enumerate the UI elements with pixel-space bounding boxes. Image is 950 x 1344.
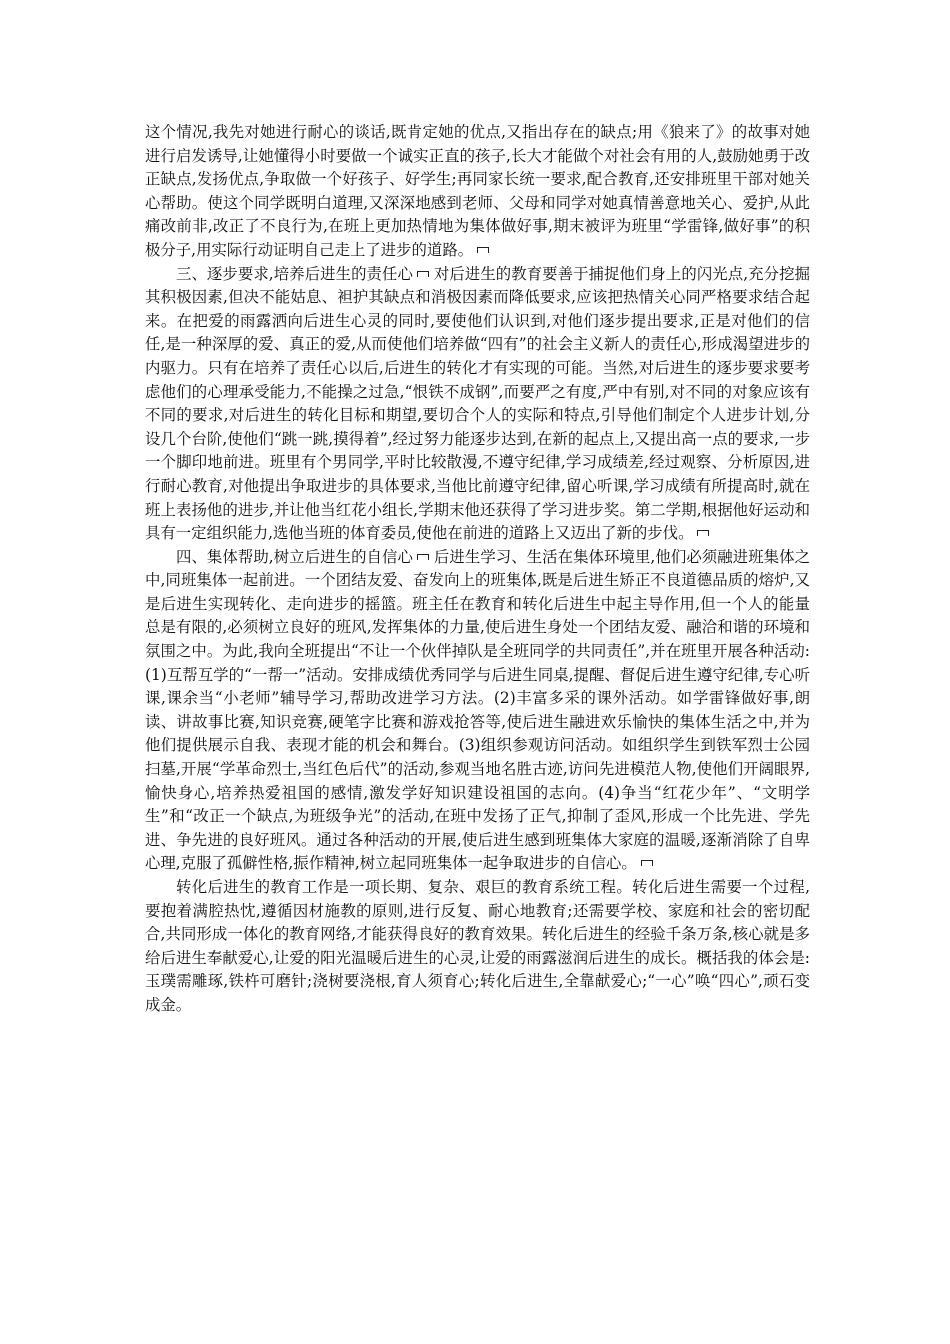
paragraph-mark-icon bbox=[417, 554, 429, 560]
paragraph-3-text: 后进生学习、生活在集体环境里,他们必须融进班集体之中,同班集体一起前进。一个团结友爱、奋发向上的班集体,既是后进生矫正不良道德品质的熔炉,又是后进生实现转化、走向进步的摇篮。班主任在教育和转化后进生中起主导作用,但一个人的能量总是有限的,必须树立良好的班风,发挥集体的力量,使后进生身处一个团结友爱、融洽和谐的环境和氛围之中。为此,我向全班提出“不让一个伙伴掉队是全班同学的共同责任”,并在班里开展各种活动:(1)互帮互学的“一帮一”活动。安排成绩优秀同学与后进生同桌,提醒、督促后进生遵守纪律,专心听课,课余当“小老师”辅导学习,帮助改进学习方法。(2)丰富多采的课外活动。如学雷锋做好事,朗读、讲故事比赛,知识竞赛,硬笔字比赛和游戏抢答等,使后进生融进欢乐愉快的集体生活之中,并为他们提供展示自我、表现才能的机会和舞台。(3)组织参观访问活动。如组织学生到铁军烈士公园扫墓,开展“学革命烈士,当红色后代”的活动,参观当地名胜古迹,访问先进模范人物,使他们开阔眼界,愉快身心,培养热爱祖国的感情,激发学好知识建设祖国的志向。(4)争当“红花少年”、“文明学生”和“改正一个缺点,为班级争光”的活动,在班中发扬了正气,抑制了歪风,形成一个比先进、学先进、争先进的良好班风。通过各种活动的开展,使后进生感到班集体大家庭的温暖,逐渐消除了自卑心理,克服了孤僻性格,振作精神,树立起同班集体一起争取进步的自信心。 bbox=[145, 547, 810, 873]
paragraph-mark-icon bbox=[477, 247, 489, 253]
paragraph-2-text: 对后进生的教育要善于捕捉他们身上的闪光点,充分挖掘其积极因素,但决不能姑息、袒护其缺点和消极因素而降低要求,应该把热情关心同严格要求结合起来。在把爱的雨露洒向后进生心灵的同时,要使他们认识到,对他们逐步提出要求,正是对他们的信任,是一种深厚的爱、真正的爱,从而使他们培养做“四有”的社会主义新人的责任心,形成渴望进步的内驱力。只有在培养了责任心以后,后进生的转化才有实现的可能。当然,对后进生的逐步要求要考虑他们的心理承受能力,不能操之过急,“恨铁不成钢”,而要严之有度,严中有别,对不同的对象应该有不同的要求,对后进生的转化目标和期望,要切合个人的实际和特点,引导他们制定个人进步计划,分设几个台阶,使他们“跳一跳,摸得着”,经过努力能逐步达到,在新的起点上,又提出高一点的要求,一步一个脚印地前进。班里有个男同学,平时比较散漫,不遵守纪律,学习成绩差,经过观察、分析原因,进行耐心教育,对他提出争取进步的具体要求,当他比前遵守纪律,留心听课,学习成绩有所提高时,就在班上表扬他的进步,并让他当红花小组长,学期末他还获得了学习进步奖。第二学期,根据他好运动和具有一定组织能力,选他当班的体育委员,使他在前进的道路上又迈出了新的步伐。 bbox=[145, 264, 810, 543]
paragraph-mark-icon bbox=[641, 860, 653, 866]
paragraph-1-text: 这个情况,我先对她进行耐心的谈话,既肯定她的优点,又指出存在的缺点;用《狼来了》的故事对她进行启发诱导,让她懂得小时要做一个诚实正直的孩子,长大才能做个对社会有用的人,鼓励她勇于改正缺点,发扬优点,争取做一个好孩子、好学生;再同家长统一要求,配合教育,还安排班里干部对她关心帮助。使这个同学既明白道理,又深深地感到老师、父母和同学对她真情善意地关心、爱护,从此痛改前非,改正了不良行为,在班上更加热情地为集体做好事,期末被评为班里“学雷锋,做好事”的积极分子,用实际行动证明自己走上了进步的道路。 bbox=[145, 123, 810, 259]
paragraph-4-text: 转化后进生的教育工作是一项长期、复杂、艰巨的教育系统工程。转化后进生需要一个过程,要抱着满腔热忱,遵循因材施教的原则,进行反复、耐心地教育;还需要学校、家庭和社会的密切配合,共同形成一体化的教育网络,才能获得良好的教育效果。转化后进生的经验千条万条,核心就是多给后进生奉献爱心,让爱的阳光温暖后进生的心灵,让爱的雨露滋润后进生的成长。概括我的体会是:玉璞需雕琢,铁杵可磨针;浇树要浇根,育人须育心;转化后进生,全靠献爱心;“一心”唤“四心”,顽石变成金。 bbox=[145, 878, 810, 1014]
document-page bbox=[145, 121, 810, 1018]
paragraph-3 bbox=[145, 546, 810, 876]
paragraph-mark-icon bbox=[417, 271, 429, 277]
section-4-heading: 四、集体帮助,树立后进生的自信心 bbox=[176, 547, 413, 566]
section-3-heading: 三、逐步要求,培养后进生的责任心 bbox=[176, 264, 413, 283]
paragraph-mark-icon bbox=[697, 530, 709, 536]
paragraph-1 bbox=[145, 121, 810, 263]
paragraph-4 bbox=[145, 876, 810, 1018]
paragraph-2 bbox=[145, 263, 810, 546]
